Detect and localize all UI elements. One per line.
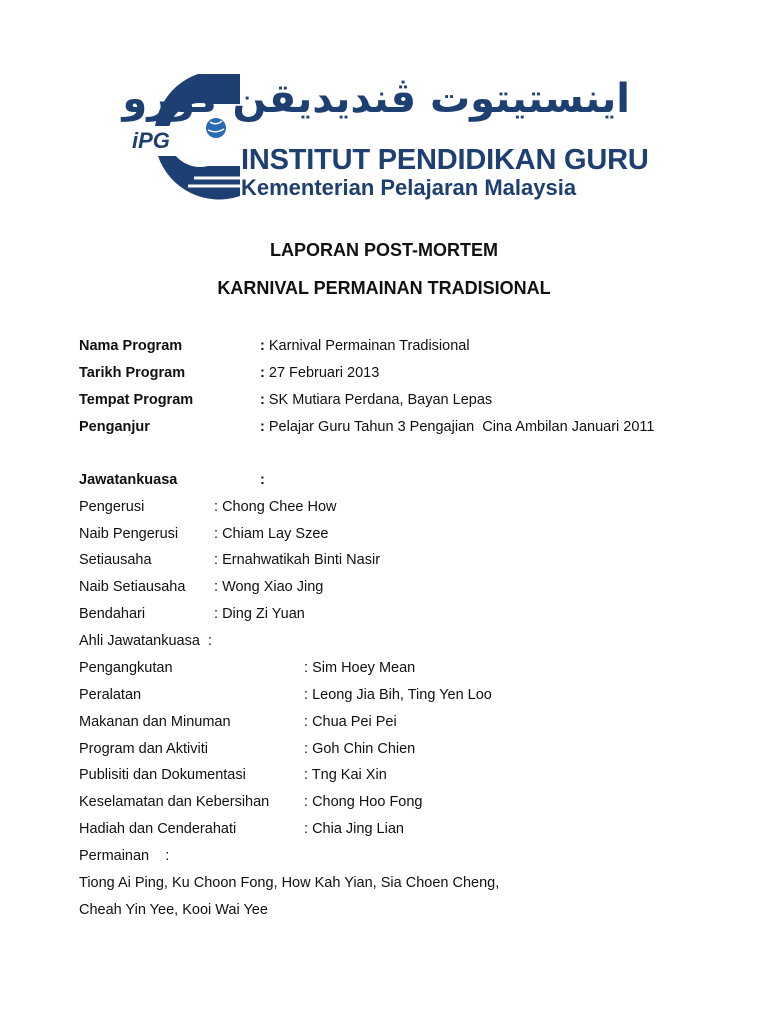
info-value: Pelajar Guru Tahun 3 Pengajian Cina Ambilan Januari 2011	[268, 419, 655, 435]
officer-role: Naib Setiausaha	[79, 579, 186, 595]
info-label: Tempat Program	[79, 392, 194, 408]
info-value: Karnival Permainan Tradisional	[268, 338, 470, 354]
officer-name: Chiam Lay Szee	[222, 526, 329, 542]
unit-member: Leong Jia Bih, Ting Yen Loo	[312, 687, 492, 703]
unit-label: Program dan Aktiviti	[79, 741, 208, 757]
games-members-line-1: Tiong Ai Ping, Ku Choon Fong, How Kah Yian, Sia Choen Cheng,	[79, 875, 500, 891]
unit-label: Pengangkutan	[79, 660, 173, 676]
officer-name: Wong Xiao Jing	[222, 579, 324, 595]
logo-jawi-text: اينستيتوت ڤنديديقن ڬورو	[122, 76, 630, 122]
report-subtitle: KARNIVAL PERMAINAN TRADISIONAL	[217, 278, 551, 298]
officer-role: Setiausaha	[79, 552, 152, 568]
unit-member: Goh Chin Chien	[312, 741, 416, 757]
unit-label: Hadiah dan Cenderahati	[79, 821, 237, 837]
games-members-line-2: Cheah Yin Yee, Kooi Wai Yee	[79, 902, 268, 918]
info-label: Penganjur	[79, 419, 150, 435]
info-value: SK Mutiara Perdana, Bayan Lepas	[268, 392, 493, 408]
logo-ministry-name: Kementerian Pelajaran Malaysia	[241, 175, 577, 200]
games-heading: Permainan :	[79, 848, 170, 864]
officer-name: Ernahwatikah Binti Nasir	[222, 552, 381, 568]
unit-label: Keselamatan dan Kebersihan	[79, 794, 270, 810]
members-heading: Ahli Jawatankuasa :	[79, 633, 213, 649]
officer-role: Bendahari	[79, 606, 146, 622]
officer-role: Pengerusi	[79, 499, 145, 515]
unit-label: Peralatan	[79, 687, 142, 703]
info-value: 27 Februari 2013	[268, 365, 380, 381]
report-title: LAPORAN POST-MORTEM	[270, 240, 498, 260]
unit-member: Tng Kai Xin	[311, 767, 387, 783]
officer-role: Naib Pengerusi	[79, 526, 179, 542]
officer-name: Chong Chee How	[222, 499, 337, 515]
ipg-monogram: iPG	[132, 128, 170, 153]
unit-member: Chong Hoo Fong	[312, 794, 423, 810]
ipg-logo	[122, 66, 649, 206]
officer-name: Ding Zi Yuan	[222, 606, 305, 622]
unit-label: Makanan dan Minuman	[79, 714, 231, 730]
unit-member: Sim Hoey Mean	[312, 660, 416, 676]
unit-label: Publisiti dan Dokumentasi	[79, 767, 246, 783]
unit-member: Chia Jing Lian	[312, 821, 404, 837]
info-label: Tarikh Program	[79, 365, 186, 381]
info-label: Nama Program	[79, 338, 183, 354]
unit-member: Chua Pei Pei	[312, 714, 397, 730]
logo-institution-name: INSTITUT PENDIDIKAN GURU	[241, 144, 649, 176]
